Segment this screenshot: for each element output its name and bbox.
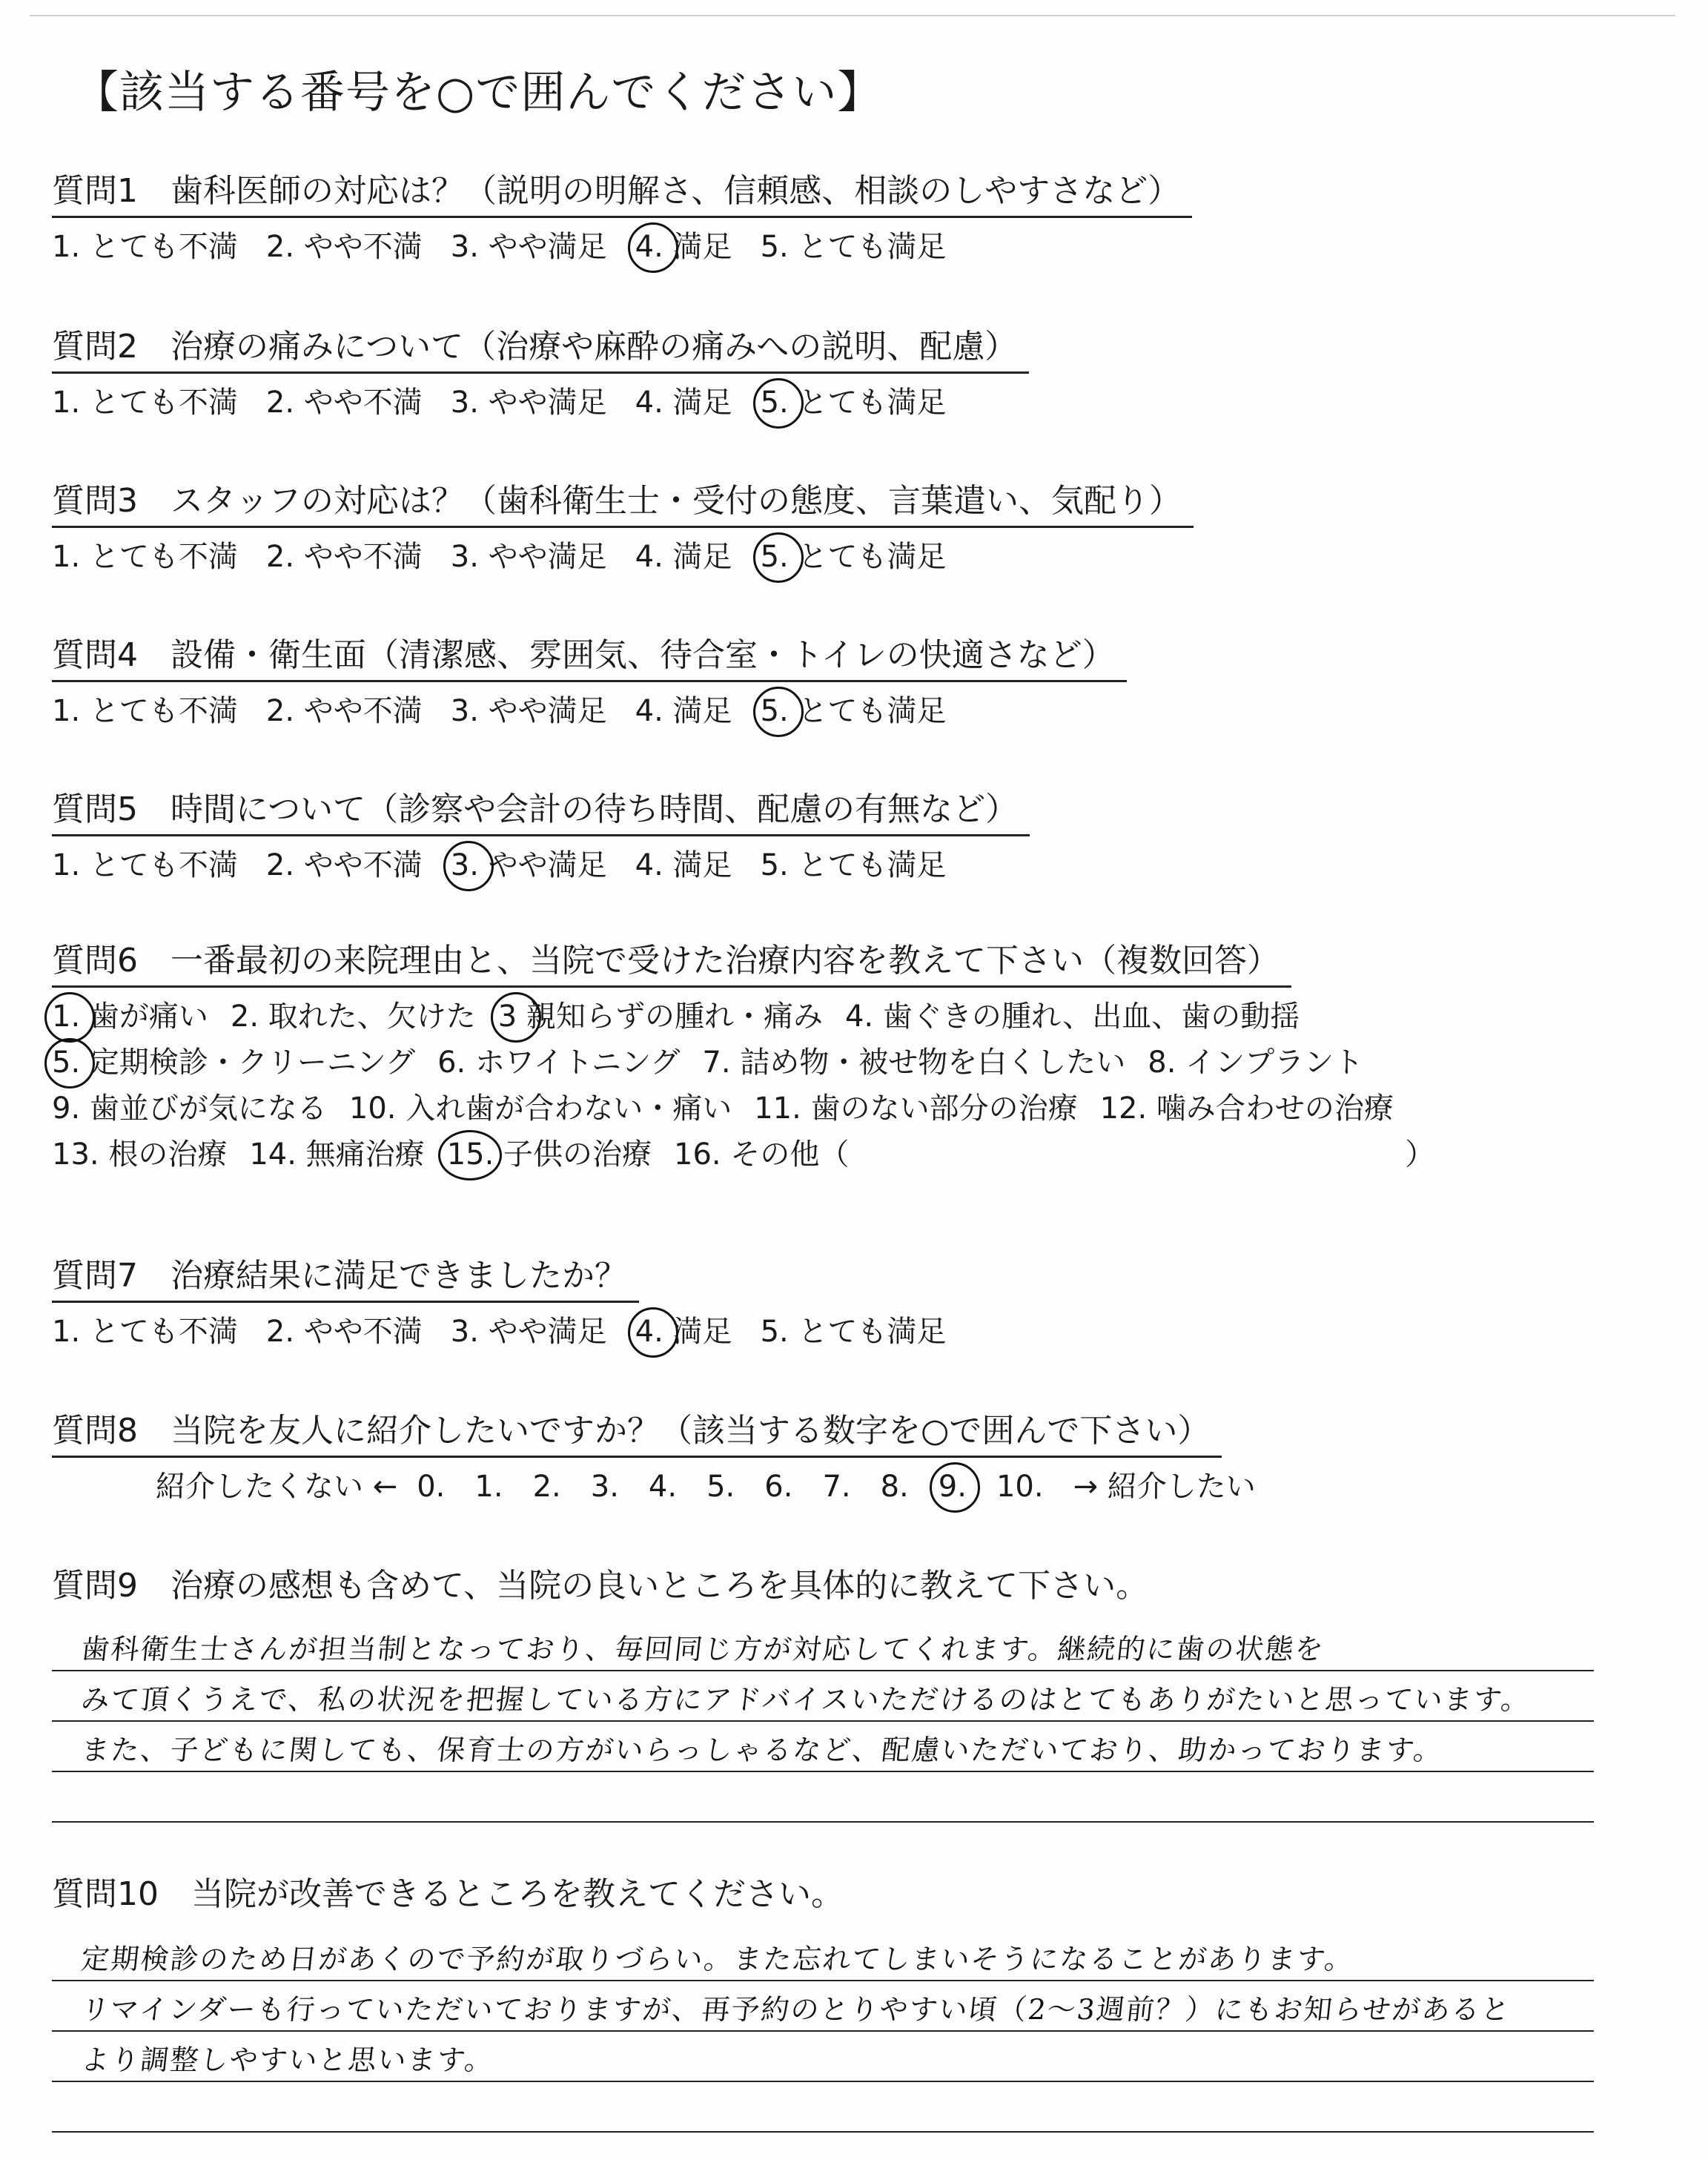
q6-option-number: 1. <box>52 995 80 1038</box>
q7-option-3[interactable] <box>451 1310 607 1353</box>
q5-option-number: 5. <box>760 848 789 882</box>
q2-option-label: とても満足 <box>788 386 947 420</box>
q6-option-label: ホワイトニング <box>466 1046 681 1080</box>
question-6-line <box>52 1133 1434 1176</box>
q1-option-label: とても満足 <box>788 230 947 264</box>
q2-option-number: 4. <box>635 386 663 420</box>
question-6-title: 質問6 一番最初の来院理由と、当院で受けた治療内容を教えて下さい（複数回答） <box>52 937 1291 988</box>
handwritten-text: 定期検診のため日があくので予約が取りづらい。また忘れてしまいそうになることがあります。 <box>79 1943 1356 1975</box>
q6-option-number: 12. <box>1099 1091 1148 1126</box>
scale-value[interactable]: 5. <box>706 1470 735 1504</box>
question-4 <box>52 631 1127 733</box>
q3-option-label: やや満足 <box>478 540 607 574</box>
q5-option-label: とても満足 <box>788 848 947 882</box>
q2-option-number: 2. <box>265 386 295 420</box>
q6-option-number: 8. <box>1148 1046 1176 1080</box>
q5-option-label: やや満足 <box>478 848 607 882</box>
question-6-line <box>52 1087 1434 1130</box>
close-paren: ） <box>1405 1137 1435 1172</box>
q3-option-number: 4. <box>635 540 663 574</box>
q3-option-4[interactable] <box>635 535 732 578</box>
q6-option-6[interactable] <box>437 1041 680 1084</box>
answer-line <box>52 1722 1594 1772</box>
handwritten-text: より調整しやすいと思います。 <box>79 2044 496 2076</box>
question-9 <box>52 1562 1148 1611</box>
question-3 <box>52 477 1194 578</box>
q4-option-4[interactable] <box>635 690 732 733</box>
scale-value[interactable]: 4. <box>648 1470 678 1504</box>
q4-option-number: 2. <box>265 694 295 728</box>
q7-option-5[interactable] <box>761 1310 947 1353</box>
q6-option-label: 子供の治療 <box>494 1137 652 1172</box>
q1-option-3[interactable] <box>451 225 607 268</box>
question-6-options <box>52 995 1434 1176</box>
q2-option-label: やや満足 <box>478 386 607 420</box>
question-3-options <box>52 535 1194 578</box>
q6-option-label: 取れた、欠けた <box>259 1000 476 1034</box>
q5-option-number: 4. <box>635 848 663 882</box>
q3-option-5[interactable] <box>761 535 947 578</box>
answer-line <box>52 1772 1594 1823</box>
q4-option-number: 5. <box>761 690 789 733</box>
scale-value[interactable]: 0. <box>417 1470 446 1504</box>
q6-option-13[interactable] <box>52 1133 227 1176</box>
q1-option-label: とても不満 <box>80 230 238 264</box>
q3-option-2[interactable] <box>266 535 423 578</box>
question-1-title: 質問1 歯科医師の対応は？（説明の明解さ、信頼感、相談のしやすさなど） <box>52 167 1192 218</box>
q6-option-1[interactable] <box>52 995 208 1038</box>
q6-option-number: 4. <box>844 1000 874 1034</box>
q6-option-label: 歯が痛い <box>80 1000 208 1034</box>
q7-option-label: とても不満 <box>80 1315 238 1349</box>
q3-option-label: やや不満 <box>294 540 423 574</box>
q5-option-label: 満足 <box>663 848 732 882</box>
q6-option-label: 無痛治療 <box>296 1137 425 1172</box>
answer-line <box>52 2082 1594 2133</box>
q6-option-number: 10. <box>348 1091 397 1126</box>
q2-option-number: 5. <box>761 381 789 424</box>
q1-option-number: 4. <box>635 225 663 268</box>
question-5-options <box>52 844 1030 887</box>
q5-option-4[interactable] <box>635 844 732 887</box>
question-9-title: 質問9 治療の感想も含めて、当院の良いところを具体的に教えて下さい。 <box>52 1567 1149 1605</box>
q6-option-label: インプラント <box>1176 1046 1364 1080</box>
q7-option-number: 2. <box>265 1315 295 1349</box>
handwritten-text: 歯科衛生士さんが担当制となっており、毎回同じ方が対応してくれます。継続的に歯の状態を <box>79 1633 1326 1665</box>
top-rule <box>30 15 1675 16</box>
question-5-title: 質問5 時間について（診察や会計の待ち時間、配慮の有無など） <box>52 785 1030 836</box>
q6-option-label: 噛み合わせの治療 <box>1147 1091 1394 1126</box>
scale-right-label: → 紹介したい <box>1073 1470 1256 1504</box>
question-2-title: 質問2 治療の痛みについて（治療や麻酔の痛みへの説明、配慮） <box>52 323 1029 374</box>
answer-line <box>52 1931 1594 1981</box>
handwritten-text: また、子どもに関しても、保育士の方がいらっしゃるなど、配慮いただいており、助かっております。 <box>79 1734 1445 1766</box>
q6-option-number: 13. <box>52 1137 99 1172</box>
q3-option-number: 3. <box>450 540 479 574</box>
question-1 <box>52 167 1192 268</box>
q1-option-2[interactable] <box>266 225 423 268</box>
q7-option-number: 1. <box>52 1315 81 1349</box>
q6-option-number: 11. <box>754 1091 801 1126</box>
question-6 <box>52 937 1434 1176</box>
question-4-options <box>52 690 1127 733</box>
q6-option-number: 14. <box>249 1137 297 1172</box>
q6-option-number: 2. <box>230 1000 259 1034</box>
question-10 <box>52 1870 844 1919</box>
question-7 <box>52 1252 974 1353</box>
q5-option-1[interactable] <box>52 844 238 887</box>
q6-option-label: 定期検診・クリーニング <box>80 1046 416 1080</box>
q6-option-number: 9. <box>52 1091 81 1126</box>
q4-option-label: 満足 <box>663 694 732 728</box>
q6-option-label: 歯のない部分の治療 <box>801 1091 1078 1126</box>
q6-option-label: 親知らずの腫れ・痛み <box>517 1000 823 1034</box>
question-10-answer <box>52 1931 1594 2133</box>
question-8 <box>52 1407 1275 1508</box>
q6-option-12[interactable] <box>1100 1087 1394 1130</box>
question-2-options <box>52 381 1029 424</box>
q4-option-number: 1. <box>52 694 81 728</box>
q4-option-number: 4. <box>635 694 663 728</box>
q4-option-number: 3. <box>450 694 479 728</box>
q3-option-number: 2. <box>265 540 295 574</box>
q6-option-11[interactable] <box>754 1087 1077 1130</box>
q6-option-number: 5. <box>52 1041 80 1084</box>
q7-option-4[interactable] <box>635 1310 732 1353</box>
q6-option-3[interactable] <box>498 995 823 1038</box>
q2-option-label: とても不満 <box>80 386 238 420</box>
q6-option-8[interactable] <box>1148 1041 1363 1084</box>
q1-option-5[interactable] <box>761 225 947 268</box>
scale-value[interactable]: 3. <box>590 1470 619 1504</box>
handwritten-text: みて頂くうえで、私の状況を把握している方にアドバイスいただけるのはとてもありがたいと思っています。 <box>79 1683 1533 1716</box>
q4-option-1[interactable] <box>52 690 238 733</box>
handwritten-text: リマインダーも行っていただいておりますが、再予約のとりやすい頃（2〜3週前？）にもお知らせがあると <box>79 1993 1513 2026</box>
question-1-options <box>52 225 1192 268</box>
question-6-line <box>52 995 1434 1038</box>
question-8-scale <box>52 1465 1275 1508</box>
q4-option-label: やや満足 <box>478 694 607 728</box>
question-7-title: 質問7 治療結果に満足できましたか？ <box>52 1252 639 1303</box>
q2-option-5[interactable] <box>761 381 947 424</box>
q7-option-number: 4. <box>635 1310 663 1353</box>
q3-option-label: とても満足 <box>788 540 947 574</box>
q7-option-label: 満足 <box>663 1315 732 1349</box>
q2-option-number: 1. <box>52 386 81 420</box>
question-9-answer <box>52 1621 1594 1823</box>
q5-option-label: とても不満 <box>80 848 238 882</box>
answer-line <box>52 1981 1594 2032</box>
q2-option-label: 満足 <box>663 386 732 420</box>
q5-option-3[interactable] <box>451 844 607 887</box>
q1-option-number: 5. <box>760 230 789 264</box>
q7-option-2[interactable] <box>266 1310 423 1353</box>
q3-option-1[interactable] <box>52 535 238 578</box>
q1-option-number: 3. <box>450 230 479 264</box>
question-2 <box>52 323 1029 424</box>
q6-option-label: 根の治療 <box>99 1137 228 1172</box>
q6-option-16[interactable] <box>674 1133 849 1176</box>
q1-option-label: 満足 <box>663 230 732 264</box>
question-3-title: 質問3 スタッフの対応は？（歯科衛生士・受付の態度、言葉遣い、気配り） <box>52 477 1194 528</box>
q6-option-15[interactable] <box>447 1133 652 1176</box>
q6-option-number: 15. <box>447 1133 494 1176</box>
q6-option-number: 7. <box>702 1046 731 1080</box>
scale-value[interactable]: 1. <box>474 1470 503 1504</box>
q6-option-label: 入れ歯が合わない・痛い <box>396 1091 732 1126</box>
page-header: 【該当する番号を○で囲んでください】 <box>74 67 883 119</box>
q7-option-number: 3. <box>450 1315 479 1349</box>
q1-option-label: やや満足 <box>478 230 607 264</box>
q6-option-number: 6. <box>437 1046 466 1080</box>
answer-line <box>52 1621 1594 1671</box>
question-10-title: 質問10 当院が改善できるところを教えてください。 <box>52 1875 844 1913</box>
q5-option-number: 1. <box>52 848 81 882</box>
q7-option-label: やや不満 <box>294 1315 423 1349</box>
q2-option-label: やや不満 <box>294 386 423 420</box>
q4-option-3[interactable] <box>451 690 607 733</box>
q5-option-number: 2. <box>265 848 295 882</box>
question-5 <box>52 785 1030 887</box>
q6-option-5[interactable] <box>52 1041 415 1084</box>
q5-option-2[interactable] <box>266 844 423 887</box>
q6-option-label: 歯並びが気になる <box>80 1091 327 1126</box>
q7-option-number: 5. <box>760 1315 789 1349</box>
q3-option-number: 1. <box>52 540 81 574</box>
q1-option-label: やや不満 <box>294 230 423 264</box>
scale-value[interactable]: 6. <box>764 1470 793 1504</box>
q3-option-label: 満足 <box>663 540 732 574</box>
question-4-title: 質問4 設備・衛生面（清潔感、雰囲気、待合室・トイレの快適さなど） <box>52 631 1127 682</box>
q1-option-4[interactable] <box>635 225 732 268</box>
q4-option-2[interactable] <box>266 690 423 733</box>
scale-value[interactable]: 7. <box>822 1470 851 1504</box>
scale-value[interactable]: 2. <box>532 1470 561 1504</box>
q3-option-label: とても不満 <box>80 540 238 574</box>
q6-option-label: 詰め物・被せ物を白くしたい <box>730 1046 1126 1080</box>
q2-option-number: 3. <box>450 386 479 420</box>
q1-option-number: 2. <box>265 230 295 264</box>
q4-option-label: やや不満 <box>294 694 423 728</box>
question-7-options <box>52 1310 974 1353</box>
q5-option-number: 3. <box>451 844 479 887</box>
q7-option-label: やや満足 <box>478 1315 607 1349</box>
q6-option-label: 歯ぐきの腫れ、出血、歯の動揺 <box>873 1000 1300 1034</box>
q4-option-5[interactable] <box>761 690 947 733</box>
scale-value[interactable]: 9. <box>939 1465 967 1508</box>
q6-option-14[interactable] <box>249 1133 424 1176</box>
question-8-title: 質問8 当院を友人に紹介したいですか？（該当する数字を○で囲んで下さい） <box>52 1407 1222 1458</box>
q1-option-1[interactable] <box>52 225 238 268</box>
q3-option-3[interactable] <box>451 535 607 578</box>
q4-option-label: とても不満 <box>80 694 238 728</box>
q5-option-5[interactable] <box>761 844 947 887</box>
q4-option-label: とても満足 <box>788 694 947 728</box>
answer-line <box>52 1671 1594 1722</box>
q6-option-label: その他（ <box>721 1137 850 1172</box>
q2-option-1[interactable] <box>52 381 238 424</box>
q6-option-number: 16. <box>674 1137 721 1172</box>
q2-option-2[interactable] <box>266 381 423 424</box>
scale-value[interactable]: 8. <box>880 1470 909 1504</box>
q2-option-4[interactable] <box>635 381 732 424</box>
q6-option-2[interactable] <box>231 995 476 1038</box>
q5-option-label: やや不満 <box>294 848 423 882</box>
q3-option-number: 5. <box>761 535 789 578</box>
question-6-line <box>52 1041 1434 1084</box>
q6-option-4[interactable] <box>845 995 1300 1038</box>
scale-value[interactable]: 10. <box>996 1470 1044 1504</box>
answer-line <box>52 2032 1594 2082</box>
scale-left-label: 紹介したくない ← <box>156 1470 398 1504</box>
q1-option-number: 1. <box>52 230 81 264</box>
q2-option-3[interactable] <box>451 381 607 424</box>
q6-option-number: 3 <box>498 995 517 1038</box>
q7-option-label: とても満足 <box>788 1315 947 1349</box>
q7-option-1[interactable] <box>52 1310 238 1353</box>
q6-option-10[interactable] <box>349 1087 732 1130</box>
q6-option-9[interactable] <box>52 1087 327 1130</box>
q6-option-7[interactable] <box>702 1041 1125 1084</box>
